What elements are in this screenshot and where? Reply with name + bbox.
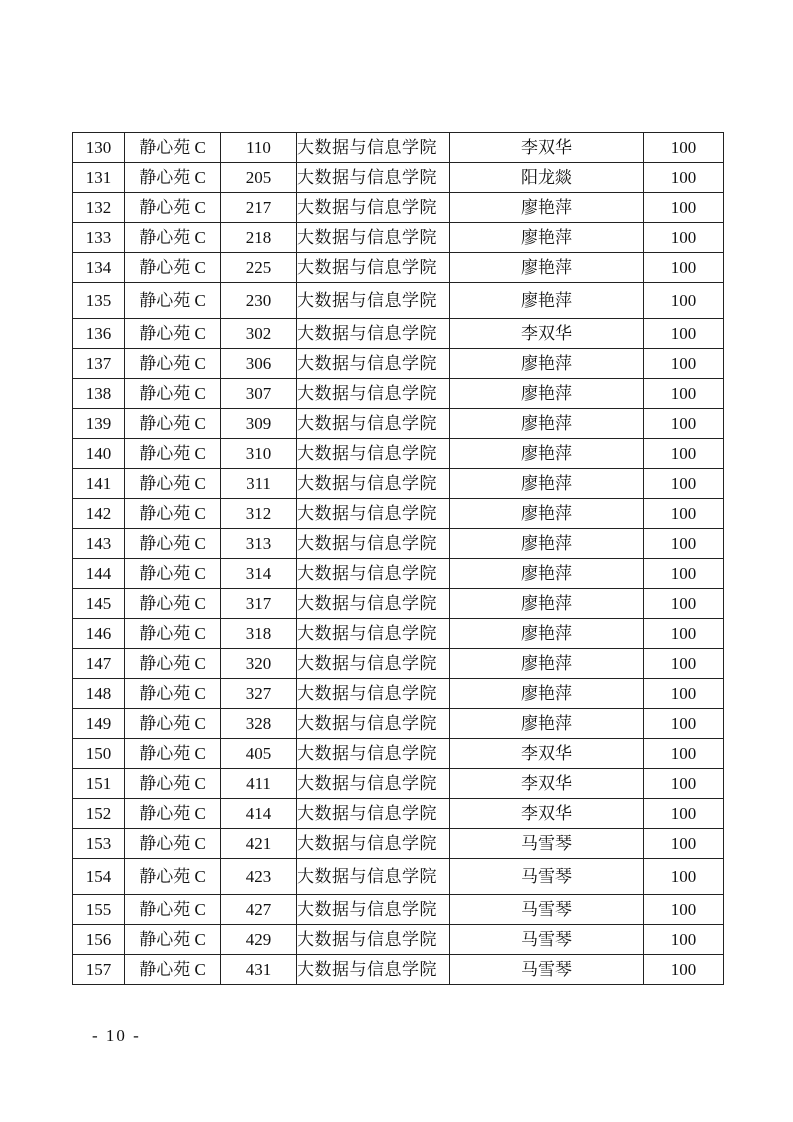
table-row: [73, 283, 724, 319]
table-row: [73, 649, 724, 679]
score-cell: 100: [644, 379, 724, 409]
building-cell: 静心苑 C: [125, 469, 221, 499]
department-cell: 大数据与信息学院: [297, 619, 450, 649]
row-number-cell: 138: [73, 379, 125, 409]
row-number-cell: 139: [73, 409, 125, 439]
person-in-charge-cell: 马雪琴: [450, 859, 644, 895]
table-row: [73, 955, 724, 985]
table-row: [73, 799, 724, 829]
person-in-charge-cell: 廖艳萍: [450, 409, 644, 439]
person-in-charge-cell: 马雪琴: [450, 955, 644, 985]
department-cell: 大数据与信息学院: [297, 679, 450, 709]
score-cell: 100: [644, 739, 724, 769]
person-in-charge-cell: 廖艳萍: [450, 469, 644, 499]
score-cell: 100: [644, 439, 724, 469]
building-cell: 静心苑 C: [125, 193, 221, 223]
row-number-cell: 151: [73, 769, 125, 799]
building-cell: 静心苑 C: [125, 799, 221, 829]
room-number-cell: 423: [221, 859, 297, 895]
building-cell: 静心苑 C: [125, 955, 221, 985]
building-cell: 静心苑 C: [125, 223, 221, 253]
room-number-cell: 311: [221, 469, 297, 499]
row-number-cell: 143: [73, 529, 125, 559]
row-number-cell: 145: [73, 589, 125, 619]
score-cell: 100: [644, 769, 724, 799]
department-cell: 大数据与信息学院: [297, 283, 450, 319]
person-in-charge-cell: 廖艳萍: [450, 439, 644, 469]
row-number-cell: 132: [73, 193, 125, 223]
score-cell: 100: [644, 409, 724, 439]
person-in-charge-cell: 廖艳萍: [450, 499, 644, 529]
row-number-cell: 147: [73, 649, 125, 679]
table-row: [73, 193, 724, 223]
score-cell: 100: [644, 649, 724, 679]
table-row: [73, 589, 724, 619]
building-cell: 静心苑 C: [125, 709, 221, 739]
room-number-cell: 318: [221, 619, 297, 649]
table-body: [73, 133, 724, 985]
building-cell: 静心苑 C: [125, 649, 221, 679]
room-number-cell: 427: [221, 895, 297, 925]
building-cell: 静心苑 C: [125, 679, 221, 709]
table-row: [73, 499, 724, 529]
score-cell: 100: [644, 589, 724, 619]
department-cell: 大数据与信息学院: [297, 133, 450, 163]
row-number-cell: 137: [73, 349, 125, 379]
person-in-charge-cell: 李双华: [450, 799, 644, 829]
room-number-cell: 429: [221, 925, 297, 955]
room-number-cell: 421: [221, 829, 297, 859]
score-cell: 100: [644, 619, 724, 649]
score-cell: 100: [644, 133, 724, 163]
table-row: [73, 133, 724, 163]
score-cell: 100: [644, 859, 724, 895]
department-cell: 大数据与信息学院: [297, 559, 450, 589]
score-cell: 100: [644, 829, 724, 859]
row-number-cell: 135: [73, 283, 125, 319]
table-row: [73, 163, 724, 193]
building-cell: 静心苑 C: [125, 283, 221, 319]
department-cell: 大数据与信息学院: [297, 469, 450, 499]
person-in-charge-cell: 李双华: [450, 133, 644, 163]
department-cell: 大数据与信息学院: [297, 649, 450, 679]
department-cell: 大数据与信息学院: [297, 499, 450, 529]
score-cell: 100: [644, 709, 724, 739]
person-in-charge-cell: 廖艳萍: [450, 559, 644, 589]
row-number-cell: 150: [73, 739, 125, 769]
room-number-cell: 312: [221, 499, 297, 529]
person-in-charge-cell: 廖艳萍: [450, 619, 644, 649]
building-cell: 静心苑 C: [125, 409, 221, 439]
room-number-cell: 302: [221, 319, 297, 349]
building-cell: 静心苑 C: [125, 859, 221, 895]
score-cell: 100: [644, 223, 724, 253]
row-number-cell: 140: [73, 439, 125, 469]
room-number-cell: 314: [221, 559, 297, 589]
person-in-charge-cell: 廖艳萍: [450, 379, 644, 409]
table-row: [73, 319, 724, 349]
department-cell: 大数据与信息学院: [297, 409, 450, 439]
person-in-charge-cell: 马雪琴: [450, 925, 644, 955]
table-row: [73, 223, 724, 253]
table-row: [73, 895, 724, 925]
room-number-cell: 309: [221, 409, 297, 439]
room-number-cell: 310: [221, 439, 297, 469]
building-cell: 静心苑 C: [125, 349, 221, 379]
building-cell: 静心苑 C: [125, 895, 221, 925]
department-cell: 大数据与信息学院: [297, 895, 450, 925]
score-cell: 100: [644, 253, 724, 283]
score-cell: 100: [644, 469, 724, 499]
score-cell: 100: [644, 499, 724, 529]
person-in-charge-cell: 李双华: [450, 769, 644, 799]
department-cell: 大数据与信息学院: [297, 223, 450, 253]
row-number-cell: 152: [73, 799, 125, 829]
table-row: [73, 409, 724, 439]
table-row: [73, 679, 724, 709]
row-number-cell: 153: [73, 829, 125, 859]
score-cell: 100: [644, 799, 724, 829]
table-row: [73, 379, 724, 409]
building-cell: 静心苑 C: [125, 769, 221, 799]
row-number-cell: 144: [73, 559, 125, 589]
row-number-cell: 155: [73, 895, 125, 925]
table-row: [73, 439, 724, 469]
room-number-cell: 327: [221, 679, 297, 709]
table-row: [73, 829, 724, 859]
score-cell: 100: [644, 559, 724, 589]
row-number-cell: 133: [73, 223, 125, 253]
person-in-charge-cell: 阳龙燚: [450, 163, 644, 193]
department-cell: 大数据与信息学院: [297, 769, 450, 799]
score-cell: 100: [644, 679, 724, 709]
person-in-charge-cell: 李双华: [450, 739, 644, 769]
row-number-cell: 142: [73, 499, 125, 529]
person-in-charge-cell: 廖艳萍: [450, 529, 644, 559]
person-in-charge-cell: 廖艳萍: [450, 193, 644, 223]
department-cell: 大数据与信息学院: [297, 349, 450, 379]
row-number-cell: 130: [73, 133, 125, 163]
table-row: [73, 859, 724, 895]
department-cell: 大数据与信息学院: [297, 439, 450, 469]
table-row: [73, 619, 724, 649]
score-cell: 100: [644, 925, 724, 955]
row-number-cell: 157: [73, 955, 125, 985]
department-cell: 大数据与信息学院: [297, 799, 450, 829]
building-cell: 静心苑 C: [125, 319, 221, 349]
person-in-charge-cell: 廖艳萍: [450, 349, 644, 379]
department-cell: 大数据与信息学院: [297, 193, 450, 223]
room-number-cell: 205: [221, 163, 297, 193]
table-row: [73, 559, 724, 589]
score-cell: 100: [644, 283, 724, 319]
row-number-cell: 136: [73, 319, 125, 349]
building-cell: 静心苑 C: [125, 529, 221, 559]
score-cell: 100: [644, 895, 724, 925]
room-number-cell: 328: [221, 709, 297, 739]
room-number-cell: 306: [221, 349, 297, 379]
person-in-charge-cell: 廖艳萍: [450, 679, 644, 709]
building-cell: 静心苑 C: [125, 559, 221, 589]
person-in-charge-cell: 马雪琴: [450, 829, 644, 859]
department-cell: 大数据与信息学院: [297, 829, 450, 859]
building-cell: 静心苑 C: [125, 163, 221, 193]
department-cell: 大数据与信息学院: [297, 163, 450, 193]
score-cell: 100: [644, 529, 724, 559]
department-cell: 大数据与信息学院: [297, 379, 450, 409]
building-cell: 静心苑 C: [125, 499, 221, 529]
room-number-cell: 230: [221, 283, 297, 319]
row-number-cell: 146: [73, 619, 125, 649]
room-number-cell: 317: [221, 589, 297, 619]
department-cell: 大数据与信息学院: [297, 253, 450, 283]
building-cell: 静心苑 C: [125, 739, 221, 769]
score-cell: 100: [644, 163, 724, 193]
department-cell: 大数据与信息学院: [297, 739, 450, 769]
person-in-charge-cell: 廖艳萍: [450, 223, 644, 253]
score-cell: 100: [644, 955, 724, 985]
department-cell: 大数据与信息学院: [297, 859, 450, 895]
score-cell: 100: [644, 349, 724, 379]
table-row: [73, 925, 724, 955]
table-row: [73, 529, 724, 559]
dormitory-score-table: [72, 132, 724, 985]
row-number-cell: 141: [73, 469, 125, 499]
building-cell: 静心苑 C: [125, 133, 221, 163]
building-cell: 静心苑 C: [125, 253, 221, 283]
row-number-cell: 149: [73, 709, 125, 739]
department-cell: 大数据与信息学院: [297, 589, 450, 619]
row-number-cell: 148: [73, 679, 125, 709]
person-in-charge-cell: 廖艳萍: [450, 589, 644, 619]
person-in-charge-cell: 廖艳萍: [450, 709, 644, 739]
room-number-cell: 307: [221, 379, 297, 409]
row-number-cell: 134: [73, 253, 125, 283]
room-number-cell: 313: [221, 529, 297, 559]
room-number-cell: 320: [221, 649, 297, 679]
building-cell: 静心苑 C: [125, 925, 221, 955]
row-number-cell: 131: [73, 163, 125, 193]
room-number-cell: 411: [221, 769, 297, 799]
table-row: [73, 349, 724, 379]
person-in-charge-cell: 廖艳萍: [450, 649, 644, 679]
building-cell: 静心苑 C: [125, 829, 221, 859]
person-in-charge-cell: 廖艳萍: [450, 253, 644, 283]
room-number-cell: 110: [221, 133, 297, 163]
room-number-cell: 431: [221, 955, 297, 985]
room-number-cell: 218: [221, 223, 297, 253]
department-cell: 大数据与信息学院: [297, 529, 450, 559]
row-number-cell: 156: [73, 925, 125, 955]
room-number-cell: 225: [221, 253, 297, 283]
department-cell: 大数据与信息学院: [297, 955, 450, 985]
table-row: [73, 469, 724, 499]
department-cell: 大数据与信息学院: [297, 709, 450, 739]
table-row: [73, 253, 724, 283]
person-in-charge-cell: 马雪琴: [450, 895, 644, 925]
score-cell: 100: [644, 193, 724, 223]
department-cell: 大数据与信息学院: [297, 319, 450, 349]
score-cell: 100: [644, 319, 724, 349]
table-row: [73, 739, 724, 769]
table-row: [73, 709, 724, 739]
room-number-cell: 217: [221, 193, 297, 223]
building-cell: 静心苑 C: [125, 589, 221, 619]
room-number-cell: 405: [221, 739, 297, 769]
building-cell: 静心苑 C: [125, 379, 221, 409]
person-in-charge-cell: 李双华: [450, 319, 644, 349]
table-row: [73, 769, 724, 799]
row-number-cell: 154: [73, 859, 125, 895]
building-cell: 静心苑 C: [125, 439, 221, 469]
room-number-cell: 414: [221, 799, 297, 829]
department-cell: 大数据与信息学院: [297, 925, 450, 955]
page-number: - 10 -: [92, 1026, 141, 1045]
person-in-charge-cell: 廖艳萍: [450, 283, 644, 319]
building-cell: 静心苑 C: [125, 619, 221, 649]
